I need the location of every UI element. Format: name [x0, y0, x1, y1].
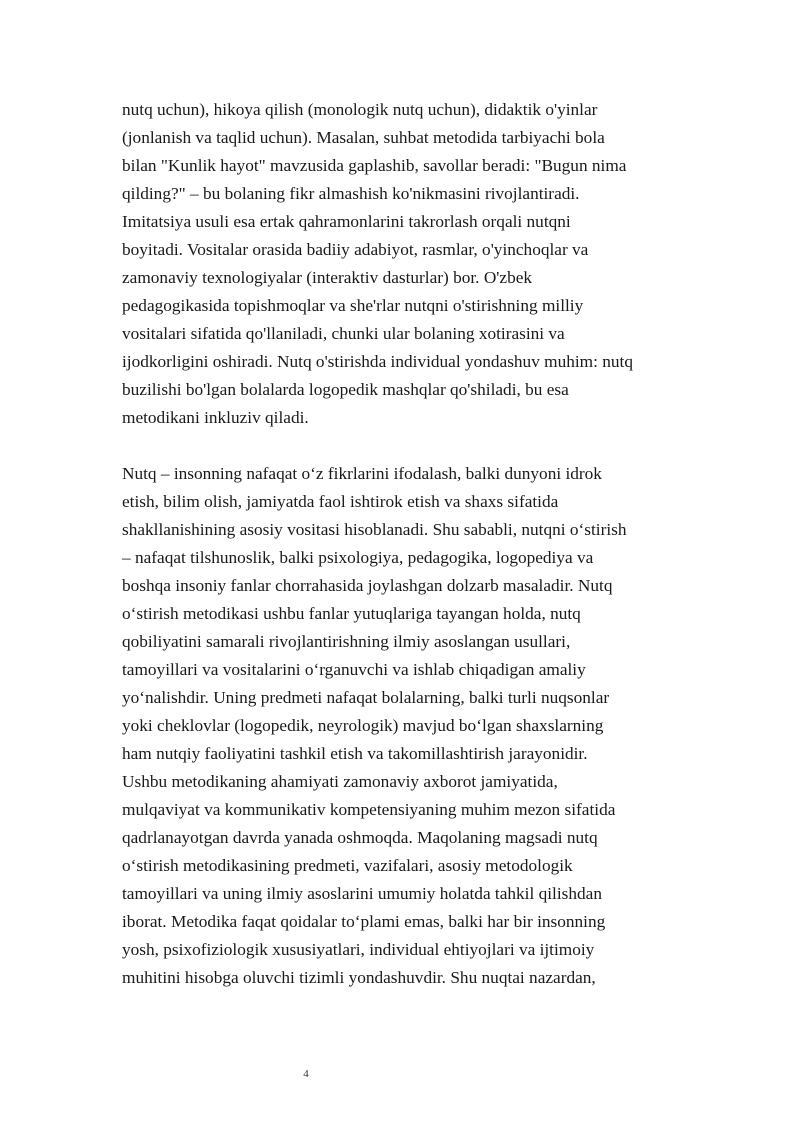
text-line: metodikani inkluziv qiladi.: [122, 408, 309, 427]
text-line: Nutq – insonning nafaqat oʻz fikrlarini ifodalash, balki dunyoni idrok: [122, 464, 602, 483]
text-line: bilan "Kunlik hayot" mavzusida gaplashib, savollar beradi: "Bugun nima: [122, 156, 627, 175]
page-number: 4: [303, 1068, 309, 1080]
text-line: qobiliyatini samarali rivojlantirishning ilmiy asoslangan usullari,: [122, 632, 571, 651]
text-line: Imitatsiya usuli esa ertak qahramonlarini takrorlash orqali nutqni: [122, 212, 571, 231]
text-line: boshqa insoniy fanlar chorrahasida joylashgan dolzarb masaladir. Nutq: [122, 576, 613, 595]
text-line: yoki cheklovlar (logopedik, neyrologik) mavjud boʻlgan shaxslarning: [122, 716, 604, 735]
text-line: muhitini hisobga oluvchi tizimli yondashuvdir. Shu nuqtai nazardan,: [122, 968, 596, 987]
text-line: (jonlanish va taqlid uchun). Masalan, suhbat metodida tarbiyachi bola: [122, 128, 605, 147]
text-line: mulqaviyat va kommunikativ kompetensiyaning muhim mezon sifatida: [122, 800, 616, 819]
text-line: yosh, psixofiziologik xususiyatlari, individual ehtiyojlari va ijtimoiy: [122, 940, 595, 959]
paragraph-2: [122, 460, 692, 992]
text-line: vositalari sifatida qo'llaniladi, chunki ular bolaning xotirasini va: [122, 324, 565, 343]
text-line: pedagogikasida topishmoqlar va she'rlar nutqni o'stirishning milliy: [122, 296, 584, 315]
text-line: tamoyillari va uning ilmiy asoslarini umumiy holatda tahkil qilishdan: [122, 884, 602, 903]
paragraph-1: [122, 96, 692, 432]
text-line: etish, bilim olish, jamiyatda faol ishtirok etish va shaxs sifatida: [122, 492, 559, 511]
text-line: qadrlanayotgan davrda yanada oshmoqda. Maqolaning magsadi nutq: [122, 828, 598, 847]
text-line: oʻstirish metodikasi ushbu fanlar yutuqlariga tayangan holda, nutq: [122, 604, 581, 623]
text-line: qilding?" – bu bolaning fikr almashish ko'nikmasini rivojlantiradi.: [122, 184, 580, 203]
text-line: Ushbu metodikaning ahamiyati zamonaviy axborot jamiyatida,: [122, 772, 558, 791]
text-line: nutq uchun), hikoya qilish (monologik nutq uchun), didaktik o'yinlar: [122, 100, 598, 119]
text-line: iborat. Metodika faqat qoidalar toʻplami emas, balki har bir insonning: [122, 912, 606, 931]
text-line: ijodkorligini oshiradi. Nutq o'stirishda individual yondashuv muhim: nutq: [122, 352, 633, 371]
text-line: zamonaviy texnologiyalar (interaktiv dasturlar) bor. O'zbek: [122, 268, 533, 287]
text-line: buzilishi bo'lgan bolalarda logopedik mashqlar qo'shiladi, bu esa: [122, 380, 569, 399]
text-line: – nafaqat tilshunoslik, balki psixologiya, pedagogika, logopediya va: [122, 548, 594, 567]
text-line: tamoyillari va vositalarini oʻrganuvchi va ishlab chiqadigan amaliy: [122, 660, 586, 679]
text-line: shakllanishining asosiy vositasi hisoblanadi. Shu sababli, nutqni oʻstirish: [122, 520, 627, 539]
text-line: oʻstirish metodikasining predmeti, vazifalari, asosiy metodologik: [122, 856, 573, 875]
text-line: boyitadi. Vositalar orasida badiiy adabiyot, rasmlar, o'yinchoqlar va: [122, 240, 589, 259]
paragraph-spacer: [122, 432, 692, 460]
text-line: ham nutqiy faoliyatini tashkil etish va takomillashtirish jarayonidir.: [122, 744, 588, 763]
body-text: [122, 96, 692, 992]
text-line: yoʻnalishdir. Uning predmeti nafaqat bolalarning, balki turli nuqsonlar: [122, 688, 610, 707]
